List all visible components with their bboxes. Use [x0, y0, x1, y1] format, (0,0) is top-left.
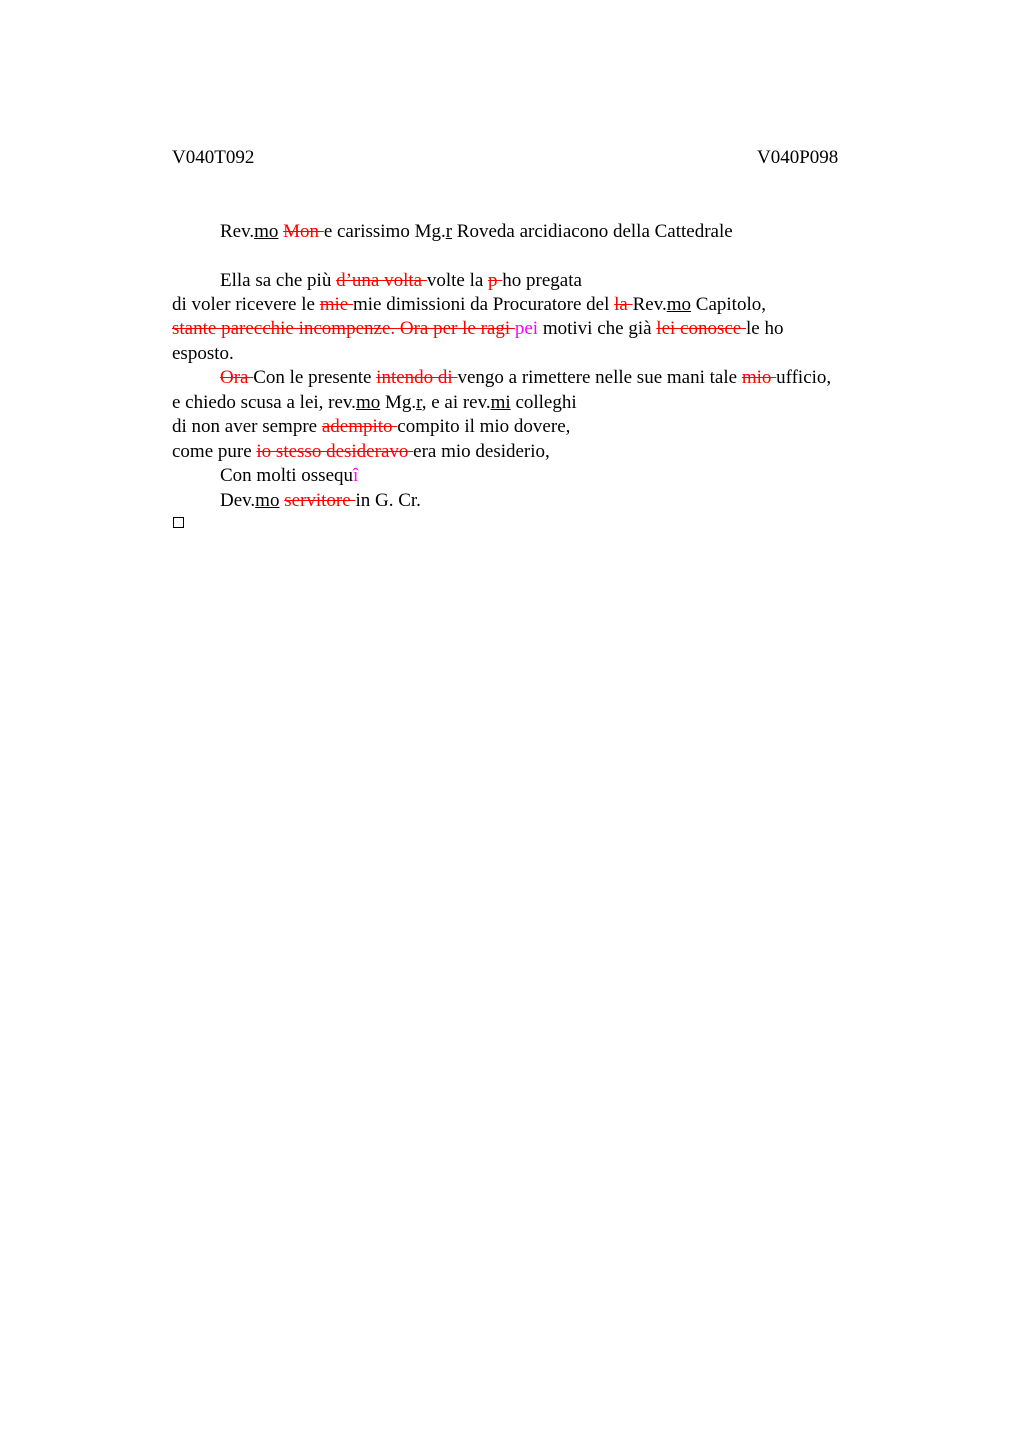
deleted-text: lei conosce: [656, 318, 746, 339]
superscript-abbrev: r: [445, 221, 453, 242]
deleted-text: Mon: [283, 221, 324, 242]
text: , e ai rev.: [421, 392, 491, 413]
deleted-text: Ora: [220, 367, 254, 388]
text: era mio desiderio,: [413, 441, 550, 462]
document-code-left: V040T092: [172, 147, 255, 168]
deleted-text: servitore: [284, 490, 356, 511]
text: colleghi: [510, 392, 577, 413]
salutation-line: [220, 221, 733, 243]
text: volte la: [426, 270, 489, 291]
deleted-text: io stesso desideravo: [256, 441, 414, 462]
deleted-text: la: [614, 294, 633, 315]
text: Con molti ossequ: [220, 465, 354, 486]
superscript-abbrev: mo: [666, 294, 692, 315]
text: di voler ricevere le: [172, 294, 320, 315]
body-line-4: [172, 343, 234, 365]
signature-line: [220, 490, 421, 512]
body-line-3: [172, 318, 783, 340]
deleted-text: intendo di: [376, 367, 458, 388]
inserted-text: pei: [514, 318, 539, 339]
text: in G. Cr.: [355, 490, 421, 511]
superscript-abbrev: mo: [254, 221, 279, 242]
text: mie dimissioni da Procuratore del: [352, 294, 615, 315]
body-line-7: [172, 416, 570, 438]
text: Dev.: [220, 490, 256, 511]
deleted-text: d’una volta: [336, 270, 427, 291]
superscript-abbrev: r: [416, 392, 422, 413]
text: Ella sa che più: [220, 270, 337, 291]
deleted-text: p: [488, 270, 503, 291]
text: ho pregata: [502, 270, 582, 291]
text: compito il mio dovere,: [397, 416, 571, 437]
text: come pure: [172, 441, 257, 462]
text: Rev.: [632, 294, 667, 315]
text: vengo a rimettere nelle sue mani tale: [457, 367, 742, 388]
text: e carissimo Mg.: [323, 221, 446, 242]
text: Roveda arcidiacono della Cattedrale: [452, 221, 733, 242]
text: le ho: [745, 318, 784, 339]
document-code-right: V040P098: [757, 147, 839, 168]
text: Mg.: [380, 392, 417, 413]
text: e chiedo scusa a lei, rev.: [172, 392, 356, 413]
body-line-2: [172, 294, 766, 316]
text: Rev.: [220, 221, 255, 242]
deleted-text: mie: [319, 294, 353, 315]
text: ufficio,: [776, 367, 832, 388]
end-of-document-box-icon: [173, 517, 184, 528]
text: esposto.: [172, 343, 234, 364]
body-line-5: [220, 367, 831, 389]
deleted-text: stante parecchie incompenze. Ora per le ragi: [172, 318, 515, 339]
deleted-text: adempito: [321, 416, 398, 437]
superscript-abbrev: mo: [255, 490, 280, 511]
text: Capitolo,: [691, 294, 766, 315]
body-line-6: [172, 392, 577, 414]
body-line-1: [220, 270, 582, 292]
superscript-abbrev: mi: [490, 392, 511, 413]
deleted-text: mio: [741, 367, 777, 388]
closing-line: [220, 465, 358, 487]
inserted-text: î: [353, 465, 359, 486]
text: motivi che già: [538, 318, 657, 339]
text: di non aver sempre: [172, 416, 322, 437]
text: Con le presente: [253, 367, 377, 388]
body-line-8: [172, 441, 550, 463]
superscript-abbrev: mo: [355, 392, 381, 413]
